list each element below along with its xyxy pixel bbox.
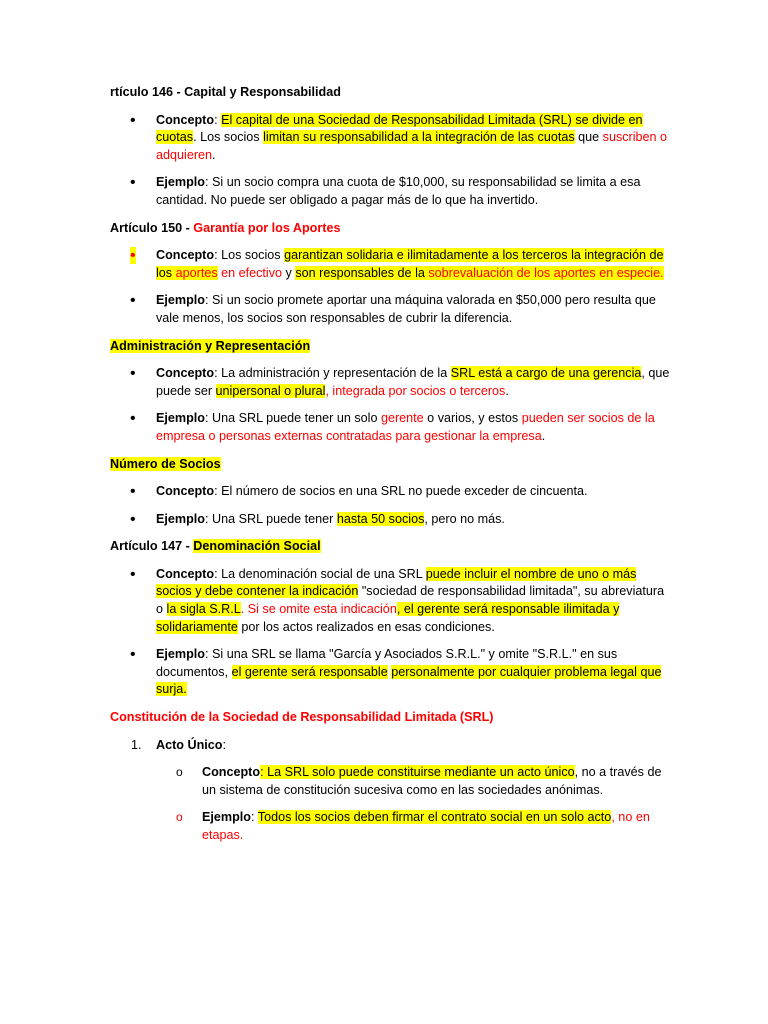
highlight-span: hasta 50 socios	[336, 511, 425, 526]
text-span: : La administración y representación de la	[214, 366, 451, 381]
bullet-ejemplo-147	[110, 646, 672, 699]
bullet-icon: •	[130, 510, 136, 528]
heading-administracion	[110, 338, 672, 356]
highlight-span: son responsables de la	[295, 265, 429, 280]
highlight-span: Todos los socios deben firmar el contrato social en un solo acto	[257, 810, 612, 825]
text-span: "sociedad de responsabilidad limitada", su abreviatura o	[156, 584, 665, 617]
list-number: 1.	[131, 737, 142, 752]
text-span: : Si una SRL se llama "García y Asociados S.R.L." y omite "S.R.L." en sus documentos,	[156, 647, 618, 679]
text-span: : Los socios	[214, 248, 285, 263]
text-span: : La denominación social de una SRL	[214, 566, 426, 581]
ejemplo-label: Ejemplo	[156, 175, 205, 190]
bullet-concepto-admin	[110, 365, 672, 400]
text-span: : Si un socio promete aportar una máquina valorada en $50,000 pero resulta que vale menos, los socios son responsables de cubrir la diferencia.	[156, 293, 656, 325]
acto-unico-label: Acto Único	[156, 737, 223, 752]
text-span: .	[541, 428, 546, 443]
red-text-span: suscriben o adquieren	[156, 130, 668, 162]
red-text-span: en efectivo	[217, 265, 283, 280]
concepto-label: Concepto	[156, 366, 215, 381]
bullet-icon: •	[130, 410, 136, 428]
highlight-span: limitan su responsabilidad a la integración de las cuotas	[263, 130, 575, 145]
heading-articulo-146: rtículo 146 - Capital y Responsabilidad	[110, 85, 341, 99]
text-span: por los actos realizados en esas condiciones.	[237, 619, 495, 634]
ejemplo-label: Ejemplo	[156, 411, 205, 426]
red-text-span: pueden ser socios de la empresa o personas externas contratadas para gestionar la empresa	[156, 411, 655, 443]
text-span: que	[574, 130, 603, 145]
red-text-span: , integrada por socios o terceros	[325, 383, 506, 398]
highlight-red-span: sobrevaluación de los aportes en especie.	[428, 265, 664, 280]
bullet-icon: •	[130, 565, 136, 583]
highlight-span: , el gerente será responsable ilimitada y solidariamente	[156, 602, 620, 634]
bullet-icon: •	[130, 292, 136, 310]
heading-constitucion: Constitución de la Sociedad de Responsabilidad Limitada (SRL)	[110, 710, 494, 725]
bullet-concepto-150	[110, 247, 672, 282]
ejemplo-label: Ejemplo	[156, 647, 205, 662]
ejemplo-label: Ejemplo	[202, 810, 251, 825]
bullet-icon: •	[130, 646, 136, 664]
text-span: .	[505, 383, 509, 398]
bullet-ejemplo-146	[110, 174, 672, 209]
text-span: . Los socios	[193, 130, 264, 145]
heading-text: Artículo 150 -	[110, 220, 194, 235]
highlight-span: : La SRL solo puede constituirse mediante un acto único	[260, 765, 575, 780]
text-span: : El número de socios en una SRL no puede exceder de cincuenta.	[214, 484, 588, 499]
text-span: o varios, y estos	[423, 411, 522, 426]
ejemplo-label: Ejemplo	[156, 511, 205, 526]
concepto-label: Concepto	[156, 248, 215, 263]
concepto-label: Concepto	[202, 765, 261, 780]
subbullet-concepto-constitucion	[110, 764, 672, 799]
heading-red-text: Garantía por los Aportes	[193, 220, 341, 235]
ejemplo-label: Ejemplo	[156, 293, 205, 308]
bullet-icon: •	[130, 483, 136, 501]
bullet-ejemplo-150	[110, 292, 672, 327]
bullet-concepto-146	[110, 112, 672, 165]
highlight-red-span: aportes	[175, 265, 218, 280]
text-span: :	[214, 112, 222, 127]
heading-articulo-150	[110, 220, 672, 238]
highlight-span: garantizan solidaria e ilimitadamente a los terceros la integración de los	[156, 248, 664, 280]
text-span: :	[251, 810, 258, 825]
circle-bullet-icon: o	[176, 810, 183, 825]
text-span: , no a través de un sistema de constitución sucesiva como en las sociedades anónimas.	[202, 765, 662, 797]
heading-highlight: Administración y Representación	[110, 338, 311, 353]
text-span: , pero no más.	[424, 511, 505, 526]
text-span: : Una SRL puede tener	[205, 511, 337, 526]
bullet-icon: •	[130, 111, 136, 129]
highlight-span: la sigla S.R.L	[166, 602, 241, 617]
red-text-span: . Si se omite esta indicación	[240, 602, 397, 617]
red-text-span: gerente	[380, 411, 424, 426]
heading-numero-socios	[110, 456, 672, 474]
highlight-span: personalmente por cualquier problema legal que surja.	[156, 664, 662, 697]
text-span: :	[222, 737, 226, 752]
bullet-icon: •	[130, 174, 136, 192]
text-span: : Si un socio compra una cuota de $10,000, su responsabilidad se limita a esa cantidad. No puede ser obligado a pagar más de lo que ha invertido.	[156, 175, 641, 207]
heading-text: Artículo 147 -	[110, 539, 194, 554]
text-span: , que puede ser	[156, 366, 670, 398]
bullet-ejemplo-socios	[110, 511, 672, 529]
highlight-span: unipersonal o plural	[215, 383, 326, 398]
text-span: : Una SRL puede tener un solo	[205, 411, 381, 426]
bullet-ejemplo-admin	[110, 410, 672, 445]
concepto-label: Concepto	[156, 566, 215, 581]
highlight-span: el gerente será responsable	[231, 664, 388, 679]
highlight-span: El capital de una Sociedad de Responsabilidad Limitada (SRL) se divide en cuotas	[156, 112, 643, 145]
text-span: y	[282, 265, 296, 280]
concepto-label: Concepto	[156, 484, 215, 499]
bullet-icon: •	[130, 365, 136, 383]
circle-bullet-icon: o	[176, 765, 183, 780]
highlight-span: puede incluir el nombre de uno o más socios y debe contener la indicación	[156, 566, 637, 599]
concepto-label: Concepto	[156, 112, 215, 127]
red-text-span: , no en etapas.	[202, 810, 650, 842]
document-body	[110, 84, 672, 855]
bullet-concepto-147	[110, 566, 672, 636]
highlight-span: SRL está a cargo de una gerencia	[450, 366, 642, 381]
text-span: .	[212, 147, 216, 162]
heading-articulo-147	[110, 538, 672, 556]
heading-highlight: Número de Socios	[110, 456, 221, 471]
bullet-concepto-socios	[110, 483, 672, 501]
bullet-icon: •	[130, 247, 136, 265]
numbered-item-acto-unico	[110, 737, 672, 755]
heading-highlight: Denominación Social	[193, 539, 321, 554]
subbullet-ejemplo-constitucion	[110, 809, 672, 844]
